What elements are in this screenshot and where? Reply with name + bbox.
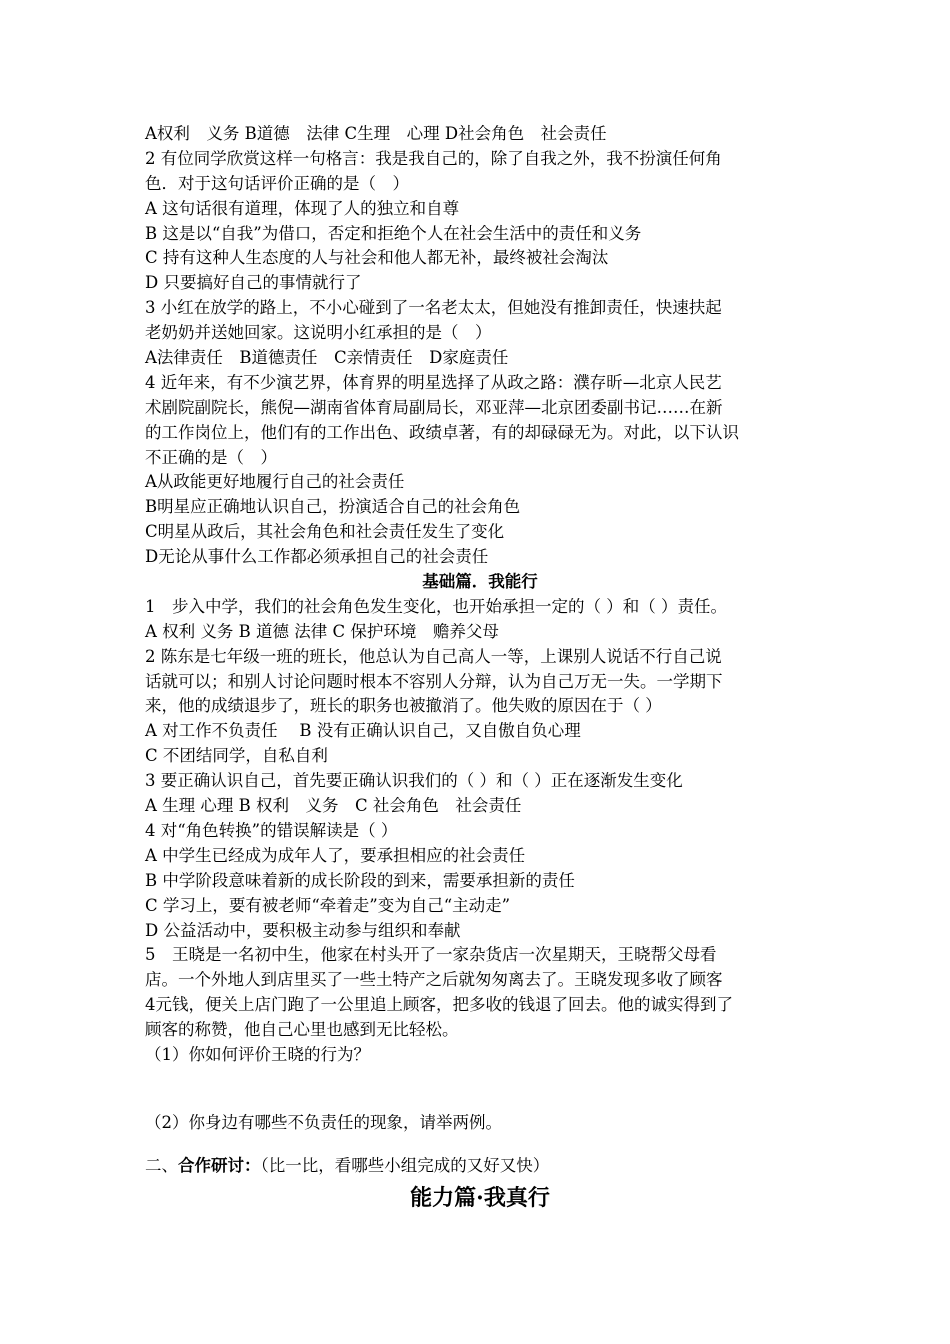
b3-options: A 生理 心理 B 权利 义务 C 社会角色 社会责任 <box>145 796 522 816</box>
q4-stem-2: 术剧院副院长，熊倪—湖南省体育局副局长，邓亚萍—北京团委副书记……在新 <box>145 397 723 417</box>
answer-space-1b <box>145 1093 815 1111</box>
b1-stem: 1 步入中学，我们的社会角色发生变化，也开始承担一定的（ ）和（ ）责任。 <box>145 596 727 616</box>
q4-option-d: D无论从事什么工作都必须承担自己的社会责任 <box>145 547 489 567</box>
cooperation-prefix: 二、 <box>145 1155 178 1175</box>
b4-option-b: B 中学阶段意味着新的成长阶段的到来，需要承担新的责任 <box>145 870 575 890</box>
section-title-basic: 基础篇．我能行 <box>422 572 538 592</box>
b2-option-c: C 不团结同学，自私自利 <box>145 746 328 766</box>
q2-option-d: D 只要搞好自己的事情就行了 <box>145 273 362 293</box>
q2-option-a: A 这句话很有道理，体现了人的独立和自尊 <box>145 198 460 218</box>
answer-space-1 <box>145 1068 815 1093</box>
b4-option-c: C 学习上，要有被老师“牵着走”变为自己“主动走” <box>145 895 511 915</box>
answer-space-2 <box>145 1136 815 1154</box>
cooperation-heading <box>145 1154 815 1179</box>
q2-option-c: C 持有这种人生态度的人与社会和他人都无补，最终被社会淘汰 <box>145 248 609 268</box>
q2-option-b: B 这是以“自我”为借口，否定和拒绝个人在社会生活中的责任和义务 <box>145 223 642 243</box>
b2-stem-3: 来，他的成绩退步了，班长的职务也被撤消了。他失败的原因在于（ ） <box>145 696 662 716</box>
b4-stem: 4 对“角色转换”的错误解读是（ ） <box>145 820 398 840</box>
b5-stem-2: 店。一个外地人到店里买了一些土特产之后就匆匆离去了。王晓发现多收了顾客 <box>145 970 723 990</box>
q1-options: A权利 义务 B道德 法律 C生理 心理 D社会角色 社会责任 <box>145 124 607 143</box>
b4-option-d: D 公益活动中，要积极主动参与组织和奉献 <box>145 920 461 940</box>
document-page <box>145 122 815 1215</box>
q2-stem-2: 色．对于这句话评价正确的是（ ） <box>145 173 409 193</box>
b5-subquestion-1: （1）你如何评价王晓的行为？ <box>145 1044 370 1064</box>
q4-option-c: C明星从政后，其社会角色和社会责任发生了变化 <box>145 522 505 542</box>
cooperation-label: 合作研讨： <box>178 1155 261 1175</box>
q3-stem-2: 老奶奶并送她回家。这说明小红承担的是（ ） <box>145 323 492 343</box>
q4-stem-3: 的工作岗位上，他们有的工作出色、政绩卓著，有的却碌碌无为。对此，以下认识 <box>145 422 739 442</box>
b5-stem-3: 4元钱，便关上店门跑了一公里追上顾客，把多收的钱退了回去。他的诚实得到了 <box>145 995 733 1015</box>
b4-option-a: A 中学生已经成为成年人了，要承担相应的社会责任 <box>145 845 526 865</box>
b5-stem-4: 顾客的称赞，他自己心里也感到无比轻松。 <box>145 1020 459 1040</box>
b2-stem-1: 2 陈东是七年级一班的班长，他总认为自己高人一等，上课别人说话不行自己说 <box>145 646 722 666</box>
b3-stem: 3 要正确认识自己，首先要正确认识我们的（ ）和（ ）正在逐渐发生变化 <box>145 771 683 791</box>
b5-subquestion-2: （2）你身边有哪些不负责任的现象，请举两例。 <box>145 1112 502 1132</box>
cooperation-note: （比一比，看哪些小组完成的又好又快） <box>260 1155 550 1175</box>
q4-stem-4: 不正确的是（ ） <box>145 447 277 467</box>
b5-stem-1: 5 王晓是一名初中生，他家在村头开了一家杂货店一次星期天，王晓帮父母看 <box>145 945 717 965</box>
section-title-ability: 能力篇·我真行 <box>410 1184 550 1211</box>
q2-stem-1: 2 有位同学欣赏这样一句格言：我是我自己的，除了自我之外，我不扮演任何角 <box>145 148 722 168</box>
b2-stem-2: 话就可以；和别人讨论问题时根本不容别人分辩，认为自己万无一失。一学期下 <box>145 671 723 691</box>
q3-options: A法律责任 B道德责任 C亲情责任 D家庭责任 <box>145 348 509 368</box>
b1-options: A 权利 义务 B 道德 法律 C 保护环境 赡养父母 <box>145 621 499 641</box>
q4-option-b: B明星应正确地认识自己，扮演适合自己的社会角色 <box>145 497 521 517</box>
q4-option-a: A从政能更好地履行自己的社会责任 <box>145 472 405 492</box>
q4-stem-1: 4 近年来，有不少演艺界，体育界的明星选择了从政之路：濮存昕—北京人民艺 <box>145 372 722 392</box>
q3-stem-1: 3 小红在放学的路上，不小心碰到了一名老太太，但她没有推卸责任，快速扶起 <box>145 298 722 318</box>
b2-options-ab: A 对工作不负责任 B 没有正确认识自己，又自傲自负心理 <box>145 721 581 741</box>
